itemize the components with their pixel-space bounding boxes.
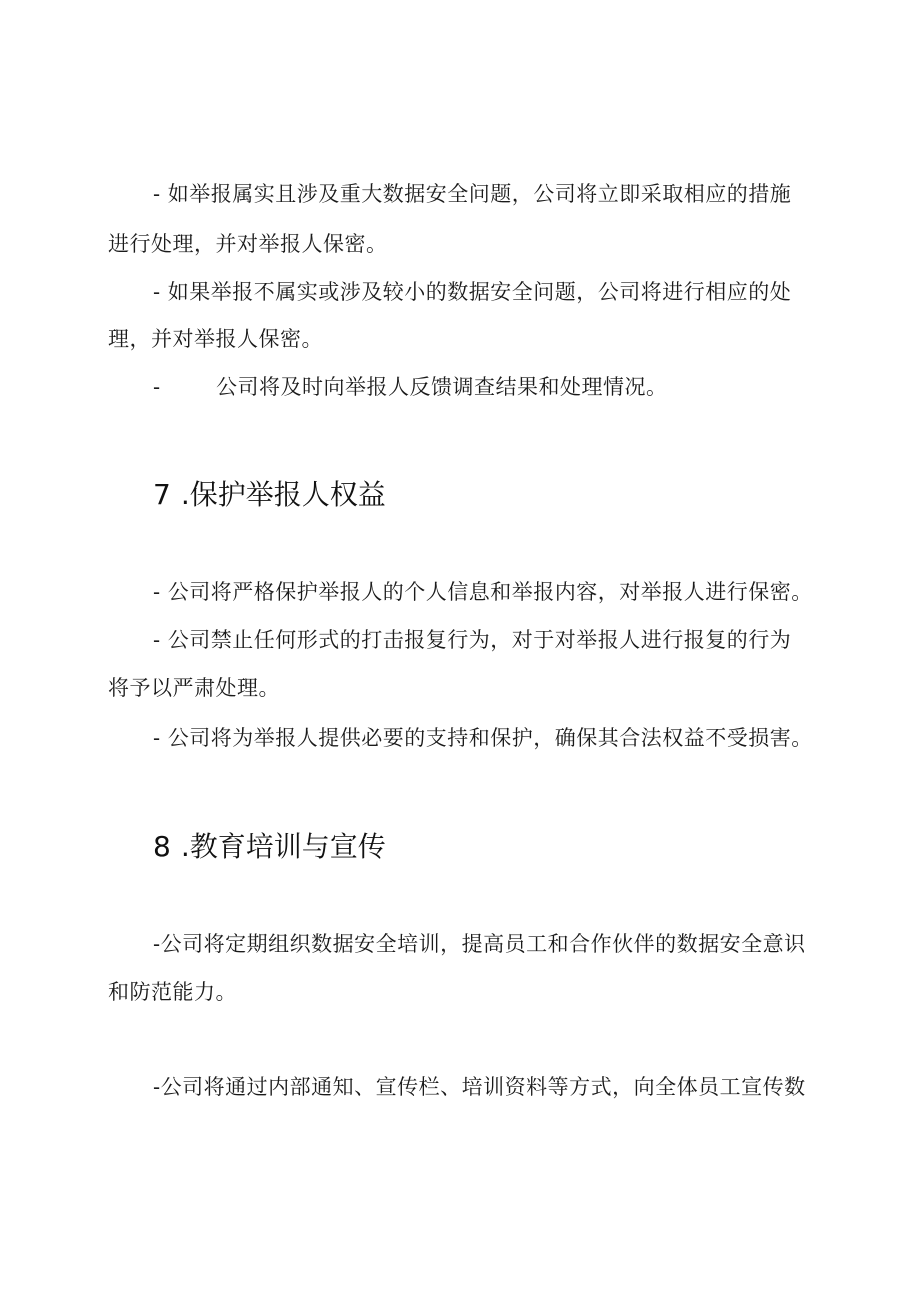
s8-item1-line2: 和防范能力。: [108, 980, 237, 1004]
s6-item1-line1: - 如举报属实且涉及重大数据安全问题，公司将立即采取相应的措施: [153, 182, 792, 206]
s8-item2-line1: -公司将通过内部通知、宣传栏、培训资料等方式，向全体员工宣传数: [153, 1075, 806, 1099]
s6-item3-dash: -: [153, 375, 161, 399]
s7-item2-line2: 将予以严肃处理。: [108, 676, 280, 700]
section-8-heading: [153, 829, 386, 865]
s7-item3: - 公司将为举报人提供必要的支持和保护，确保其合法权益不受损害。: [153, 726, 813, 750]
s6-item2-line1: - 如果举报不属实或涉及较小的数据安全问题，公司将进行相应的处: [153, 280, 792, 304]
section-7-title: .保护举报人权益: [180, 478, 386, 511]
s8-item1-line1: -公司将定期组织数据安全培训，提高员工和合作伙伴的数据安全意识: [153, 932, 806, 956]
s6-item1-line2: 进行处理，并对举报人保密。: [108, 232, 388, 256]
section-8-title: .教育培训与宣传: [180, 830, 386, 863]
s6-item2-line2: 理，并对举报人保密。: [108, 327, 323, 351]
s7-item1: - 公司将严格保护举报人的个人信息和举报内容，对举报人进行保密。: [153, 580, 813, 604]
s6-item3-text: 公司将及时向举报人反馈调查结果和处理情况。: [216, 375, 668, 399]
section-7-number: 7: [153, 478, 171, 511]
section-7-heading: [153, 477, 386, 513]
s7-item2-line1: - 公司禁止任何形式的打击报复行为，对于对举报人进行报复的行为: [153, 628, 792, 652]
section-8-number: 8: [153, 830, 171, 863]
